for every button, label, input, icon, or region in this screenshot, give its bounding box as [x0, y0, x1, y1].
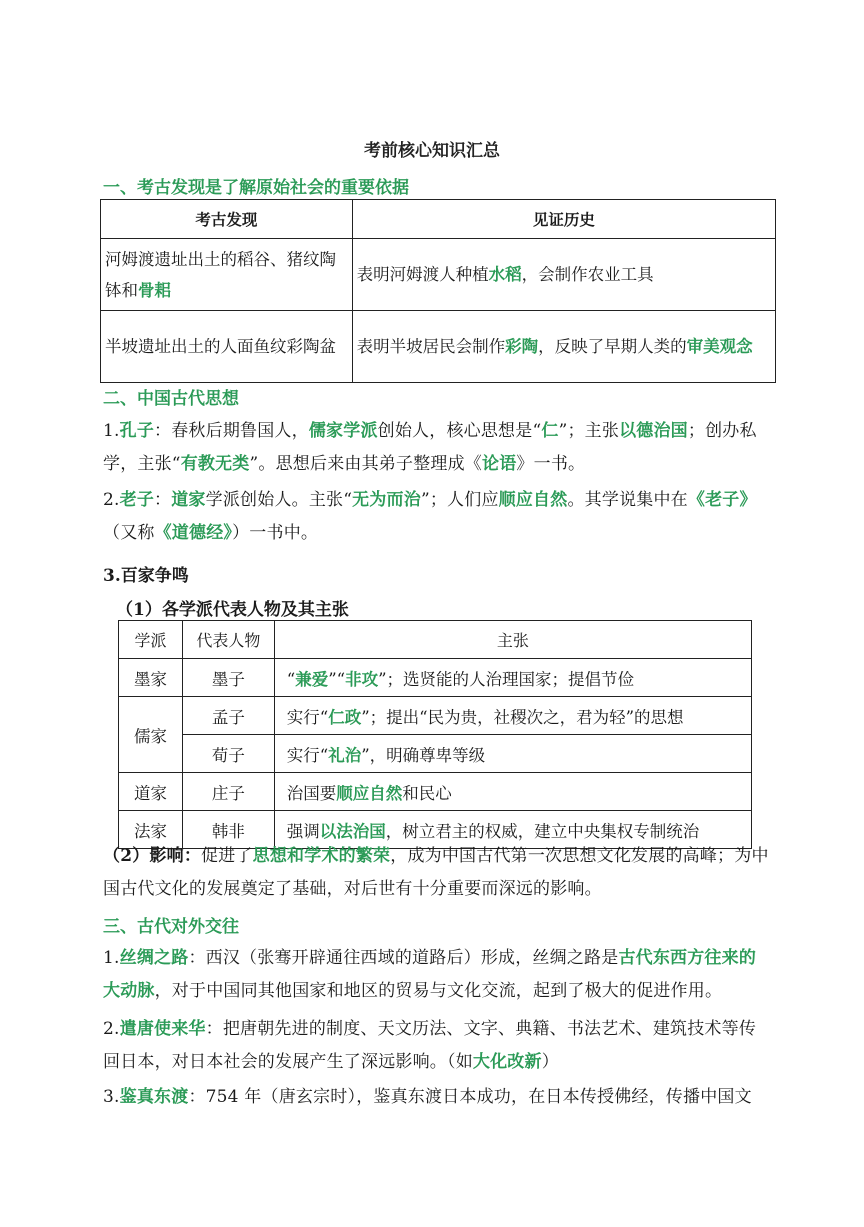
- cell-school: 法家: [119, 811, 183, 849]
- text: ”。思想后来由其弟子整理成《: [249, 454, 483, 474]
- table-row: [101, 239, 776, 311]
- keyword: 审美观念: [686, 337, 753, 356]
- cell-claim: [274, 773, 751, 811]
- text: 创始人，核心思想是“: [377, 421, 542, 441]
- cell-person: 墨子: [182, 659, 274, 697]
- text: “: [286, 669, 296, 689]
- keyword: 儒家学派: [308, 421, 378, 441]
- text: ：754 年（唐玄宗时），鉴真东渡日本成功，在日本传授佛经，传播中国文: [188, 1087, 752, 1107]
- text: ”；选贤能的人治理国家；提倡节俭: [378, 669, 635, 689]
- keyword: 仁政: [328, 707, 362, 727]
- cell-history: [352, 311, 775, 383]
- text: 实行“: [286, 707, 329, 727]
- header-school: 学派: [119, 621, 183, 659]
- text: 2.: [103, 1019, 120, 1039]
- cell-history: [352, 239, 775, 311]
- text: ：春秋后期鲁国人，: [154, 421, 309, 441]
- header-person: 代表人物: [182, 621, 274, 659]
- archaeology-table: [100, 199, 776, 383]
- section-3-heading: 三、古代对外交往: [103, 917, 239, 937]
- keyword: 无为而治: [352, 490, 421, 510]
- cell-person: 韩非: [182, 811, 274, 849]
- text: 1.: [103, 948, 120, 968]
- keyword: 仁: [541, 421, 559, 441]
- cell-school: 儒家: [119, 697, 183, 773]
- table-header-row: [101, 200, 776, 239]
- text: 表明河姆渡人种植: [356, 265, 489, 284]
- cell-school: 墨家: [119, 659, 183, 697]
- text: ，成为中国古代第一次思想文化发展的高峰；为中国古代文化的发展奠定了基础，对后世有十分重要而深远的影响。: [103, 846, 769, 899]
- text: 河姆渡遗址出土的稻谷、猪纹陶钵和: [105, 249, 336, 300]
- confucius-paragraph: [103, 415, 773, 481]
- cell-person: 庄子: [182, 773, 274, 811]
- text: ”；提出“民为贵，社稷次之，君为轻”的思想: [361, 707, 684, 727]
- tang-envoys-paragraph: [103, 1013, 773, 1079]
- keyword: 鉴真东渡: [119, 1087, 189, 1107]
- cell-person: 荀子: [182, 735, 274, 773]
- text: ，树立君主的权威，建立中央集权专制统治: [385, 821, 700, 841]
- text: 学派创始人。主张“: [205, 490, 353, 510]
- keyword: 水稻: [488, 265, 522, 284]
- table-header-row: [119, 621, 752, 659]
- keyword: 彩陶: [505, 337, 539, 356]
- text: ：: [154, 490, 172, 510]
- keyword: 《老子》: [687, 490, 757, 510]
- cell-person: 孟子: [182, 697, 274, 735]
- influence-paragraph: [103, 840, 773, 906]
- keyword: 丝绸之路: [119, 948, 189, 968]
- keyword: 论语: [482, 454, 517, 474]
- keyword: 思想和学术的繁荣: [252, 846, 391, 866]
- keyword: 大化改新: [472, 1052, 542, 1072]
- hundred-schools-heading: 3.百家争鸣: [103, 566, 189, 586]
- text: 强调: [286, 821, 320, 841]
- table-row: [119, 659, 752, 697]
- text: 表明半坡居民会制作: [356, 337, 506, 356]
- text: 促进了: [201, 846, 253, 866]
- text: ，对于中国同其他国家和地区的贸易与文化交流，起到了极大的促进作用。: [154, 981, 723, 1001]
- cell-school: 道家: [119, 773, 183, 811]
- text: ：西汉（张骞开辟通往西域的道路后）形成，丝绸之路是: [188, 948, 619, 968]
- keyword: 顺应自然: [336, 783, 403, 803]
- schools-subheading: （1）各学派代表人物及其主张: [116, 600, 349, 620]
- cell-discovery: 半坡遗址出土的人面鱼纹彩陶盆: [101, 311, 353, 383]
- cell-claim: [274, 659, 751, 697]
- text: （又称: [103, 523, 155, 543]
- keyword: 遣唐使来华: [119, 1019, 206, 1039]
- text: 2.: [103, 490, 120, 510]
- keyword: 有教无类: [180, 454, 250, 474]
- section-2-heading: 二、中国古代思想: [103, 389, 239, 409]
- page-title: 考前核心知识汇总: [364, 141, 500, 161]
- text: 1.: [103, 421, 120, 441]
- text: 治国要: [286, 783, 337, 803]
- header-claim: 主张: [274, 621, 751, 659]
- keyword: 以德治国: [619, 421, 688, 441]
- header-discovery: 考古发现: [101, 200, 353, 239]
- text: 和民心: [402, 783, 452, 803]
- text: ”，明确尊卑等级: [361, 745, 486, 765]
- text: ）: [541, 1052, 559, 1072]
- keyword: 道家: [171, 490, 206, 510]
- text: ）一书中。: [232, 523, 319, 543]
- table-row: [119, 773, 752, 811]
- section-1-heading: 一、考古发现是了解原始社会的重要依据: [103, 178, 409, 198]
- text: ；创办私学，主张“: [103, 421, 757, 474]
- text: ”；主张: [558, 421, 620, 441]
- text: ，会制作农业工具: [521, 265, 654, 284]
- keyword: 孔子: [119, 421, 155, 441]
- laozi-paragraph: [103, 484, 773, 550]
- keyword: 顺应自然: [498, 490, 568, 510]
- keyword: 骨耜: [138, 280, 171, 300]
- cell-discovery: [101, 239, 353, 311]
- header-history: 见证历史: [352, 200, 775, 239]
- table-row: [119, 735, 752, 773]
- text: 3.: [103, 1087, 120, 1107]
- keyword: 古代东西方往来的大动脉: [103, 948, 757, 1001]
- keyword: 兼爱: [295, 669, 329, 689]
- schools-table: [118, 620, 752, 849]
- table-row: [101, 311, 776, 383]
- text: ：把唐朝先进的制度、天文历法、文字、典籍、书法艺术、建筑技术等传回日本，对日本社会的发展产生了深远影响。（如: [103, 1019, 757, 1072]
- keyword: 《道德经》: [154, 523, 233, 543]
- text: 。其学说集中在: [567, 490, 688, 510]
- keyword: 非攻: [345, 669, 379, 689]
- text: ，反映了早期人类的: [538, 337, 687, 356]
- text: ”；人们应: [420, 490, 499, 510]
- jianzhen-paragraph: [103, 1081, 773, 1114]
- text: ”“: [328, 669, 346, 689]
- text: 实行“: [286, 745, 329, 765]
- text: 》一书。: [516, 454, 586, 474]
- keyword: 老子: [119, 490, 155, 510]
- table-row: [119, 697, 752, 735]
- keyword: 礼治: [328, 745, 362, 765]
- cell-claim: [274, 697, 751, 735]
- label: （2）影响：: [103, 846, 202, 866]
- silk-road-paragraph: [103, 942, 773, 1008]
- keyword: 以法治国: [319, 821, 386, 841]
- cell-claim: [274, 735, 751, 773]
